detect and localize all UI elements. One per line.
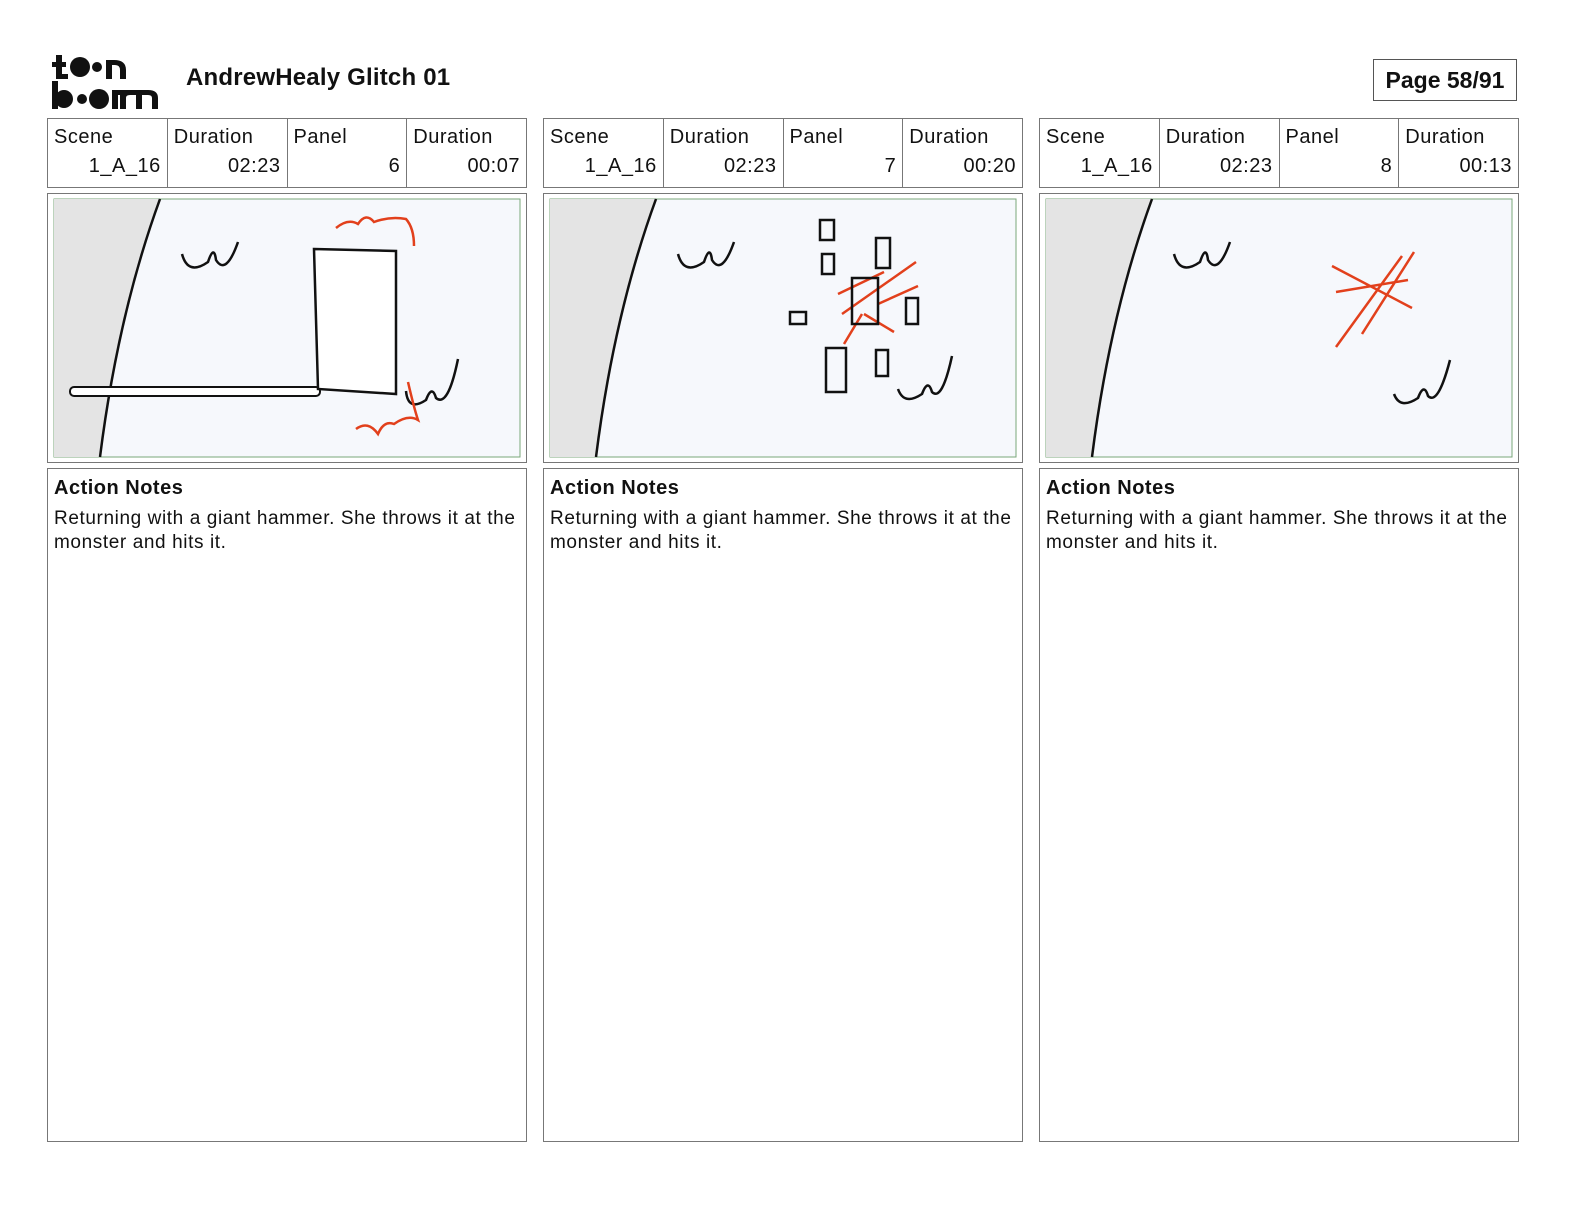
action-notes-title: Action Notes xyxy=(54,477,184,499)
panel-duration-value: 00:13 xyxy=(1459,155,1512,177)
panel-metadata xyxy=(47,118,527,188)
action-notes-text: Returning with a giant hammer. She throws it at the monster and hits it. xyxy=(550,508,1012,553)
panel-number-value: 6 xyxy=(388,155,401,177)
action-notes xyxy=(543,468,1023,1142)
scene-cell xyxy=(48,119,168,187)
panel-image xyxy=(543,193,1023,463)
scene-label: Scene xyxy=(1046,126,1106,148)
panel-duration-cell xyxy=(407,119,526,187)
action-notes-text: Returning with a giant hammer. She throws it at the monster and hits it. xyxy=(1046,508,1508,553)
action-notes-title: Action Notes xyxy=(550,477,680,499)
panel-number-value: 8 xyxy=(1380,155,1393,177)
panel-label: Panel xyxy=(293,126,348,148)
scene-duration-value: 02:23 xyxy=(723,155,777,177)
duration-label: Duration xyxy=(669,126,750,148)
scene-value: 1_A_16 xyxy=(88,155,161,177)
page-indicator: Page 58/91 xyxy=(1373,59,1517,101)
scene-value: 1_A_16 xyxy=(584,155,657,177)
duration-label: Duration xyxy=(909,126,989,148)
panel-image xyxy=(1039,193,1519,463)
panel-number-value: 7 xyxy=(884,155,897,177)
panel-cell xyxy=(288,119,408,187)
duration-label: Duration xyxy=(1405,126,1485,148)
toon-boom-logo xyxy=(52,52,164,110)
duration-label: Duration xyxy=(413,126,493,148)
action-notes xyxy=(1039,468,1519,1142)
scene-label: Scene xyxy=(54,126,114,148)
panel-duration-cell xyxy=(1399,119,1518,187)
scene-duration-cell xyxy=(1160,119,1280,187)
panel-cell xyxy=(1280,119,1400,187)
panel-cell xyxy=(784,119,904,187)
action-notes-title: Action Notes xyxy=(1046,477,1176,499)
action-notes xyxy=(47,468,527,1142)
panel-image xyxy=(47,193,527,463)
scene-duration-cell xyxy=(168,119,288,187)
panel-metadata xyxy=(1039,118,1519,188)
scene-duration-cell xyxy=(664,119,784,187)
scene-duration-value: 02:23 xyxy=(1219,155,1273,177)
scene-duration-value: 02:23 xyxy=(227,155,281,177)
scene-cell xyxy=(544,119,664,187)
action-notes-text: Returning with a giant hammer. She throws it at the monster and hits it. xyxy=(54,508,516,553)
panel-duration-value: 00:20 xyxy=(963,155,1016,177)
scene-label: Scene xyxy=(550,126,610,148)
duration-label: Duration xyxy=(1165,126,1246,148)
panel-label: Panel xyxy=(1285,126,1340,148)
scene-value: 1_A_16 xyxy=(1080,155,1153,177)
scene-cell xyxy=(1040,119,1160,187)
sketch-impact-flash xyxy=(1040,194,1517,461)
sketch-hammer-shatter xyxy=(544,194,1021,461)
panel-metadata xyxy=(543,118,1023,188)
sketch-hammer-throw xyxy=(48,194,525,461)
duration-label: Duration xyxy=(173,126,254,148)
panel-duration-value: 00:07 xyxy=(467,155,520,177)
panel-label: Panel xyxy=(789,126,844,148)
panel-duration-cell xyxy=(903,119,1022,187)
storyboard-title: AndrewHealy Glitch 01 xyxy=(186,64,451,91)
